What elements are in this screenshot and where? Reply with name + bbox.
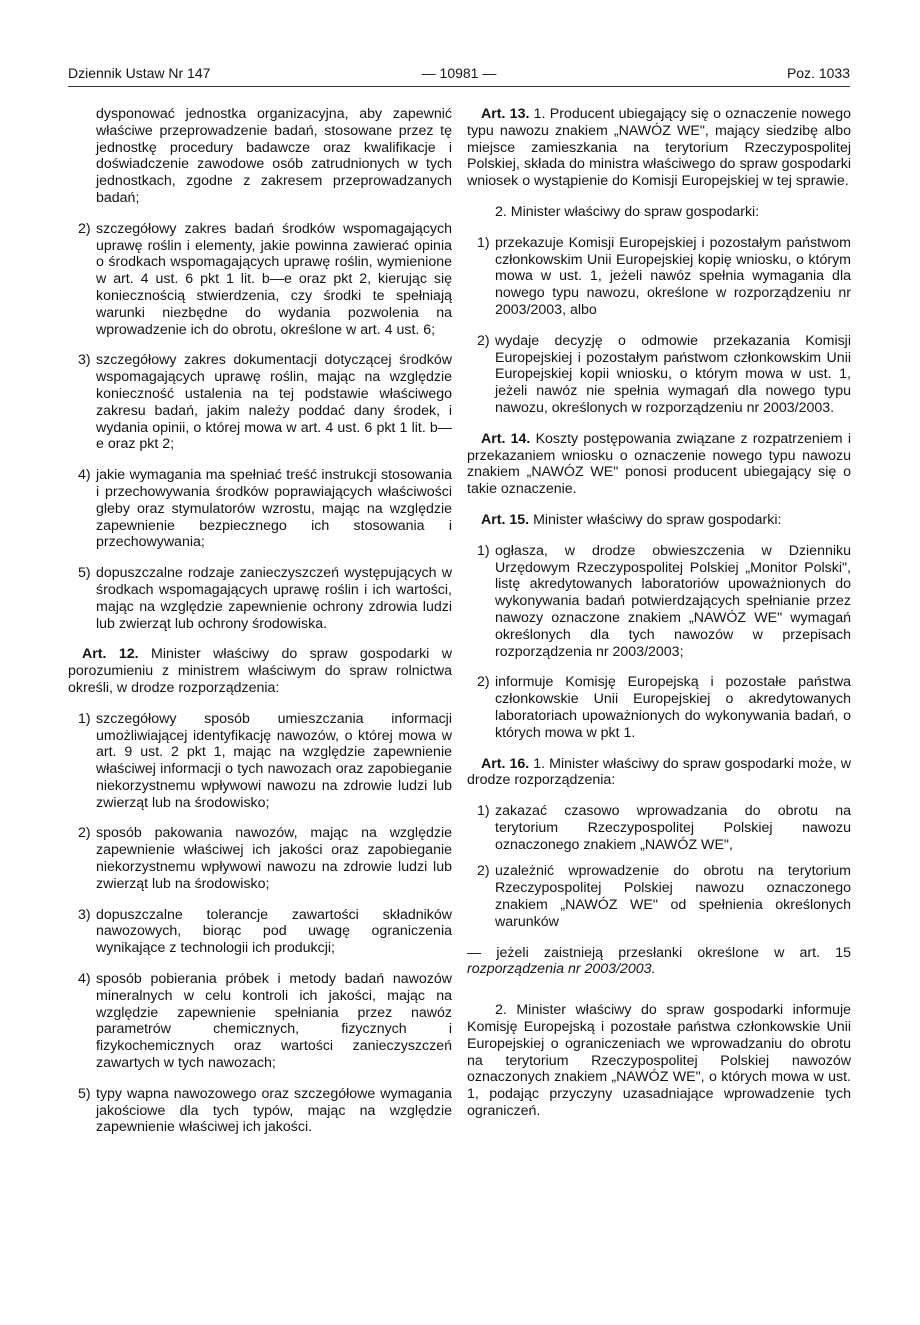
list-art13 <box>467 235 851 417</box>
list-item: 5) dopuszczalne rodzaje zanieczyszczeń występujących w środkach wspomagających uprawę roślin i ich wartości, mając na względzie zapewnienie ochrony zdrowia ludzi lub zwierząt lub ochrony środowiska. <box>78 565 452 632</box>
article-16-label: Art. 16. <box>481 755 530 772</box>
list-item: 3) dopuszczalne tolerancje zawartości składników nawozowych, biorąc pod uwagę ograniczenia wynikające z technologii ich produkcji; <box>78 906 452 957</box>
article-16-paragraph-2: 2. Minister właściwy do spraw gospodarki informuje Komisję Europejską i pozostałe państwa członkowskie Unii Europejskiej o ograniczeniach we wprowadzaniu do obrotu na terytorium Rzeczypospolitej Polskiej nawozów oznaczonych znakiem „NAWÓZ WE", o których mowa w ust. 1, podając przyczyny uzasadniające wprowadzenie tych ograniczeń. <box>467 1002 851 1120</box>
list-item: 3) szczegółowy zakres dokumentacji dotyczącej środków wspomagających uprawę roślin, mając na względzie konieczność ustalenia na tej podstawie właściwego zakresu badań, jakim należy poddać dany środek, i wydania opinii, o której mowa w art. 4 ust. 6 pkt 1 lit. b—e oraz pkt 2; <box>78 352 452 453</box>
list-art12 <box>68 711 452 1137</box>
list-art15 <box>467 543 851 742</box>
list-item: 1) ogłasza, w drodze obwieszczenia w Dzienniku Urzędowym Rzeczypospolitej Polskiej „Monitor Polski", listę akredytowanych laboratoriów upoważnionych do wykonywania badań potwierdzających spełnianie przez nawozy oznaczone znakiem „NAWÓZ WE" wymagań określonych dla tych nawozów w przepisach rozporządzenia nr 2003/2003; <box>477 542 851 660</box>
right-column <box>467 106 851 1134</box>
article-13: Art. 13. 1. Producent ubiegający się o oznaczenie nowego typu nawozu znakiem „NAWÓZ WE", mający siedzibę albo miejsce zamieszkania na terytorium Rzeczypospolitej Polskiej, składa do ministra właściwego do spraw gospodarki wniosek o wystąpienie do Komisji Europejskiej w tej sprawie. <box>467 106 851 190</box>
article-14-label: Art. 14. <box>481 430 531 447</box>
article-12-label: Art. 12. <box>82 646 139 663</box>
list-art16 <box>467 803 851 931</box>
list-art11-continued <box>68 221 452 633</box>
position-number: Poz. 1033 <box>786 65 850 81</box>
list-item: 1) zakazać czasowo wprowadzania do obrotu na terytorium Rzeczypospolitej Polskiej nawozu oznaczonego znakiem „NAWÓZ WE", <box>477 803 851 853</box>
list-item: 1) przekazuje Komisji Europejskiej i pozostałym państwom członkowskim Unii Europejskiej kopię wniosku, o którym mowa w ust. 1, jeżeli nawóz spełnia wymagania dla nowego typu nawozu, określone w rozporządzeniu nr 2003/2003, albo <box>477 234 851 318</box>
list-item: 4) sposób pobierania próbek i metody badań nawozów mineralnych w celu kontroli ich jakości, mając na względzie zapewnienie spełniania przez nawóz parametrów chemicznych, fizycznych i fizykochemicznych oraz wartości zanieczyszczeń zawartych w tych nawozach; <box>78 971 452 1072</box>
article-14: Art. 14. Koszty postępowania związane z rozpatrzeniem i przekazaniem wniosku o oznaczenie nowego typu nawozu znakiem „NAWÓZ WE" ponosi producent ubiegający się o takie oznaczenie. <box>467 430 851 498</box>
article-15: Art. 15. Minister właściwy do spraw gospodarki: <box>481 511 782 528</box>
article-16-condition: — jeżeli zaistnieją przesłanki określone w art. 15 rozporządzenia nr 2003/2003. <box>467 944 851 978</box>
page-header <box>68 64 850 86</box>
continued-paragraph: dysponować jednostka organizacyjna, aby zapewnić właściwe przeprowadzenie badań, stosowane przez tę jednostkę procedury badawcze oraz kwalifikacje i doświadczenie zawodowe osób zatrudnionych w tych jednostkach, zgodne z zakresem przeprowadzanych badań; <box>96 106 452 206</box>
list-item: 2) sposób pakowania nawozów, mając na względzie zapewnienie właściwej ich jakości oraz zapobieganie niekorzystnemu wpływowi nawozu na zdrowie ludzi lub zwierząt lub na środowisko; <box>78 825 452 892</box>
list-item: 4) jakie wymagania ma spełniać treść instrukcji stosowania i przechowywania środków poprawiających właściwości gleby oraz stymulatorów wzrostu, mając na względzie zapewnienie bezpiecznego ich stosowania i przechowywania; <box>78 467 452 551</box>
article-12: Art. 12. Minister właściwy do spraw gospodarki w porozumieniu z ministrem właściwym do spraw rolnictwa określi, w drodze rozporządzenia: <box>68 646 452 696</box>
list-item: 5) typy wapna nawozowego oraz szczegółowe wymagania jakościowe dla tych typów, mając na względzie zapewnienie właściwej ich jakości. <box>78 1085 452 1136</box>
left-column <box>68 106 452 1150</box>
article-15-label: Art. 15. <box>481 511 530 528</box>
article-16: Art. 16. 1. Minister właściwy do spraw gospodarki może, w drodze rozporządzenia: <box>467 755 852 789</box>
list-item: 2) informuje Komisję Europejską i pozostałe państwa członkowskie Unii Europejskiej o akredytowanych laboratoriach upoważnionych do wykonywania badań, o których mowa w pkt 1. <box>477 674 851 741</box>
page-number: — 10981 — <box>421 65 497 81</box>
journal-title: Dziennik Ustaw Nr 147 <box>68 65 211 81</box>
list-item: 2) wydaje decyzję o odmowie przekazania Komisji Europejskiej i pozostałym państwom członkowskim Unii Europejskiej kopii wniosku, o którym mowa w ust. 1, jeżeli nawóz nie spełnia wymagań dla nowego typu nawozu, określonych w rozporządzeniu nr 2003/2003. <box>477 332 851 416</box>
article-13-label: Art. 13. <box>481 106 530 122</box>
list-item: 2) szczegółowy zakres badań środków wspomagających uprawę roślin i elementy, jakie powinna zawierać opinia o środkach wspomagających uprawę roślin, wymienione w art. 4 ust. 6 pkt 1 lit. b—e oraz pkt 2, kierując się koniecznością stwierdzenia, czy środki te spełniają warunki niezbędne do wydania pozwolenia na wprowadzenie ich do obrotu, określone w art. 4 ust. 6; <box>78 220 452 338</box>
article-13-paragraph-2: 2. Minister właściwy do spraw gospodarki: <box>495 203 760 220</box>
list-item: 1) szczegółowy sposób umieszczania informacji umożliwiającej identyfikację nawozów, o której mowa w art. 9 ust. 2 pkt 1, mając na względzie zapewnienie właściwej informacji o tych nawozach oraz zapobieganie niekorzystnemu wpływowi nawozu na zdrowie ludzi lub zwierząt lub na środowisko; <box>78 710 452 811</box>
header-rule <box>68 86 850 87</box>
list-item: 2) uzależnić wprowadzenie do obrotu na terytorium Rzeczypospolitej Polskiej nawozu oznaczonego znakiem „NAWÓZ WE" od spełnienia określonych warunków <box>477 863 851 930</box>
